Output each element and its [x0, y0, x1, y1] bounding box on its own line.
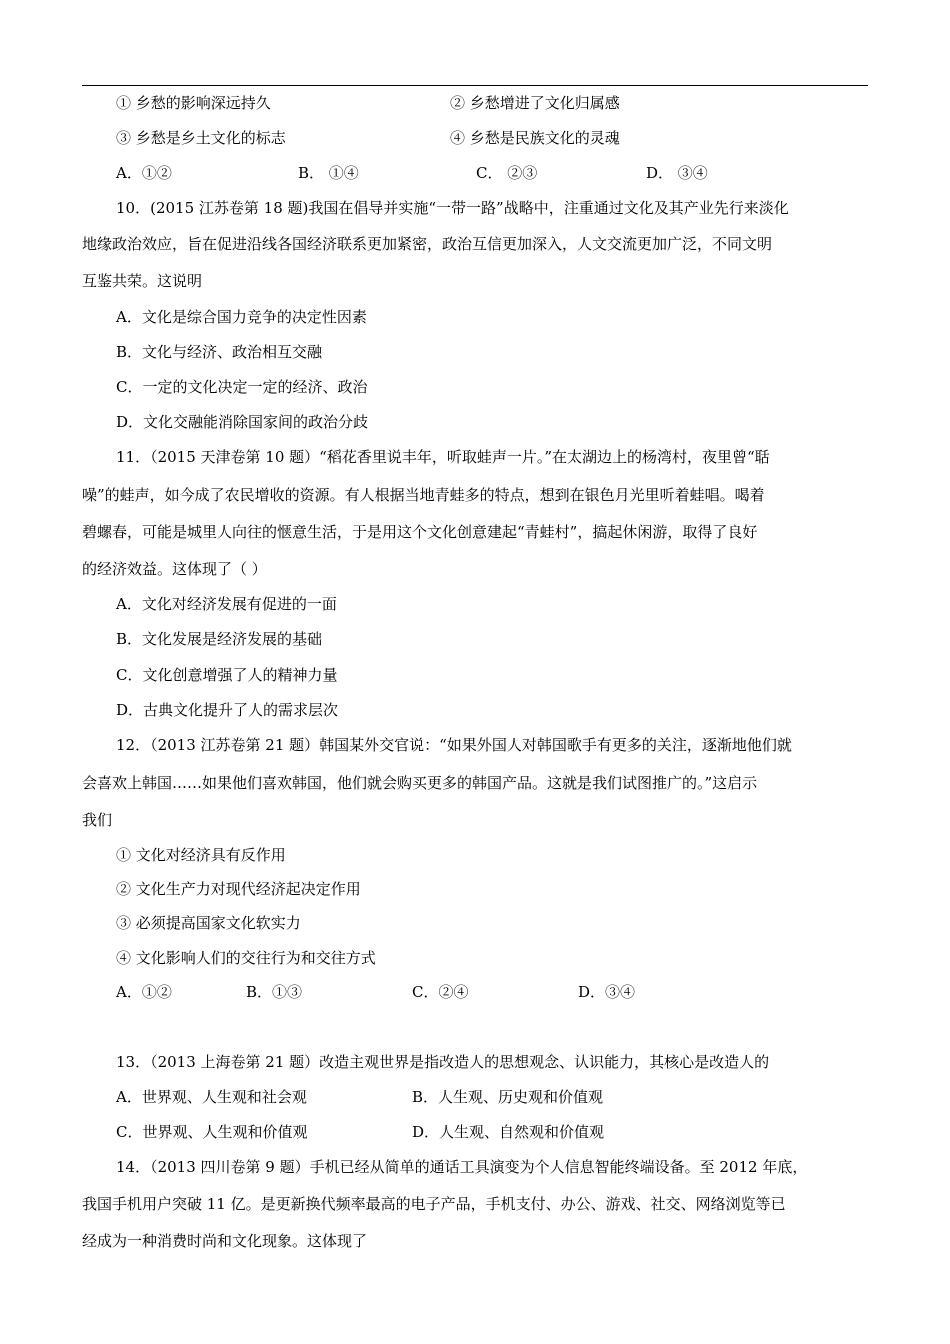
q14-stem-line-1: 14．（2013 四川卷第 9 题）手机已经从简单的通话工具演变为个人信息智能终端设备。至 2012 年底， — [116, 1158, 808, 1176]
q11-stem-line-1: 11．（2015 天津卷第 10 题）“稻花香里说丰年，听取蛙声一片。”在太湖边上的杨湾村，夜里曾“聒 — [116, 448, 770, 466]
q12-option-2: ② 文化生产力对现代经济起决定作用 — [116, 880, 361, 898]
header-rule — [82, 85, 868, 86]
q9-choice-b: B． ①④ — [298, 164, 359, 182]
q10-choice-b: B．文化与经济、政治相互交融 — [116, 343, 323, 361]
q10-stem-line-2: 地缘政治效应，旨在促进沿线各国经济联系更加紧密，政治互信更加深入，人文交流更加广泛，不同文明 — [82, 235, 773, 253]
q10-choice-d: D．文化交融能消除国家间的政治分歧 — [116, 413, 369, 431]
q10-stem-line-3: 互鉴共荣。这说明 — [82, 272, 203, 290]
q9-choice-d: D． ③④ — [646, 164, 708, 182]
q9-choice-a: A．①② — [116, 164, 172, 182]
q11-stem-line-4: 的经济效益。这体现了（ ） — [82, 560, 267, 578]
q11-stem-line-2: 噪”的蛙声，如今成了农民增收的资源。有人根据当地青蛙多的特点，想到在银色月光里听着蛙唱。喝着 — [82, 486, 765, 504]
q9-option-4: ④ 乡愁是民族文化的灵魂 — [450, 129, 620, 147]
q14-stem-line-3: 经成为一种消费时尚和文化现象。这体现了 — [82, 1232, 368, 1250]
q10-choice-c: C．一定的文化决定一定的经济、政治 — [116, 378, 368, 396]
q12-choice-c: C．②④ — [412, 983, 469, 1001]
q10-stem-line-1: 10．(2015 江苏卷第 18 题)我国在倡导并实施“一带一路”战略中，注重通过文化及其产业先行来淡化 — [116, 199, 789, 217]
q12-choice-b: B．①③ — [246, 983, 303, 1001]
q9-option-2: ② 乡愁增进了文化归属感 — [450, 94, 620, 112]
q12-stem-line-1: 12．（2013 江苏卷第 21 题）韩国某外交官说：“如果外国人对韩国歌手有更多的关注，逐渐地他们就 — [116, 736, 792, 754]
q12-choice-d: D．③④ — [578, 983, 636, 1001]
q11-choice-c: C．文化创意增强了人的精神力量 — [116, 666, 338, 684]
q14-stem-line-2: 我国手机用户突破 11 亿。是更新换代频率最高的电子产品，手机支付、办公、游戏、社交、网络浏览等已 — [82, 1195, 786, 1213]
q12-option-1: ① 文化对经济具有反作用 — [116, 846, 286, 864]
q12-choice-a: A．①② — [116, 983, 172, 1001]
q13-choice-b: B．人生观、历史观和价值观 — [412, 1088, 604, 1106]
q12-option-3: ③ 必须提高国家文化软实力 — [116, 914, 301, 932]
q9-option-1: ① 乡愁的影响深远持久 — [116, 94, 271, 112]
q11-choice-b: B．文化发展是经济发展的基础 — [116, 630, 323, 648]
q13-stem-line-1: 13．（2013 上海卷第 21 题）改造主观世界是指改造人的思想观念、认识能力，其核心是改造人的 — [116, 1053, 770, 1071]
q12-stem-line-2: 会喜欢上韩国……如果他们喜欢韩国，他们就会购买更多的韩国产品。这就是我们试图推广的。”这启示 — [82, 774, 758, 792]
q13-choice-c: C．世界观、人生观和价值观 — [116, 1123, 308, 1141]
q10-choice-a: A．文化是综合国力竞争的决定性因素 — [116, 308, 367, 326]
q12-option-4: ④ 文化影响人们的交往行为和交往方式 — [116, 949, 376, 967]
q9-option-3: ③ 乡愁是乡土文化的标志 — [116, 129, 286, 147]
q13-choice-d: D．人生观、自然观和价值观 — [412, 1123, 605, 1141]
q11-stem-line-3: 碧螺春，可能是城里人向往的惬意生活，于是用这个文化创意建起“青蛙村”，搞起休闲游，取得了良好 — [82, 523, 758, 541]
q12-stem-line-3: 我们 — [82, 811, 113, 829]
q11-choice-d: D．古典文化提升了人的需求层次 — [116, 701, 339, 719]
q13-choice-a: A．世界观、人生观和社会观 — [116, 1088, 307, 1106]
q11-choice-a: A．文化对经济发展有促进的一面 — [116, 595, 337, 613]
q9-choice-c: C． ②③ — [476, 164, 538, 182]
